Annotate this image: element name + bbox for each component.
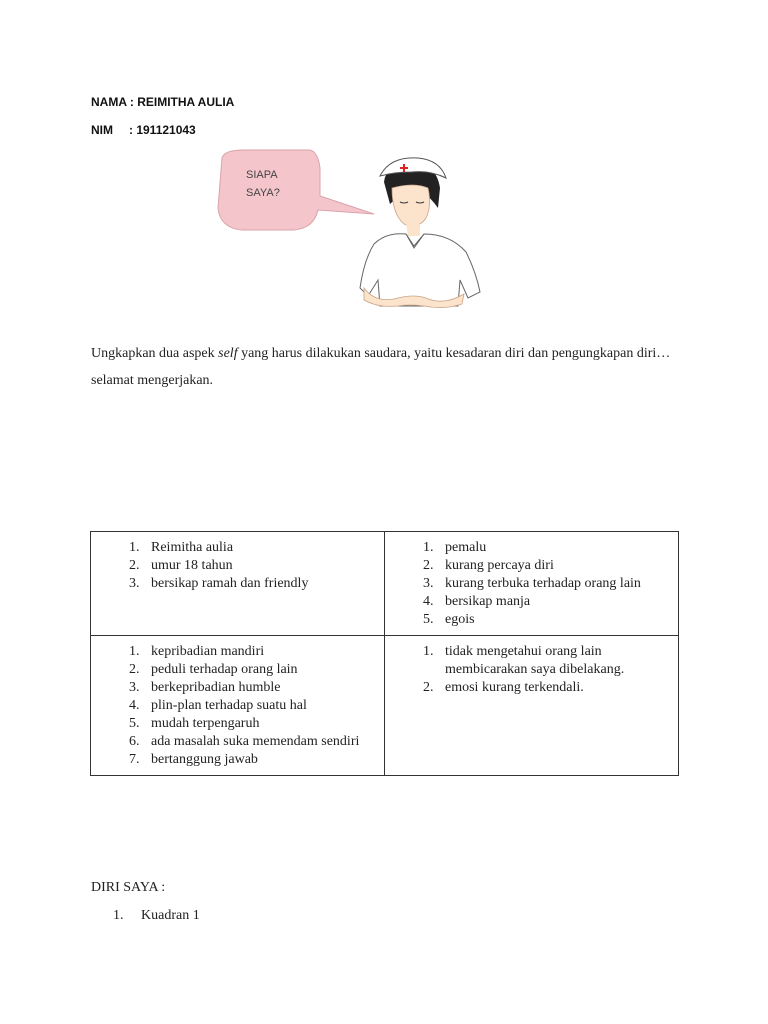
nurse-figure-icon (360, 158, 480, 308)
list-item (113, 908, 200, 924)
intro-text-1: Ungkapkan dua aspek (91, 346, 219, 361)
list-item: 1. tidak mengetahui orang lain membicarakan saya dibelakang. (437, 643, 670, 679)
list-item: 7. bertanggung jawab (143, 751, 376, 769)
nurse-speech-illustration (214, 148, 504, 308)
list-item: 3. berkepribadian humble (143, 679, 376, 697)
table-body (91, 532, 679, 776)
list-item: 4. plin-plan terhadap suatu hal (143, 697, 376, 715)
nim-label: NIM (91, 123, 113, 137)
table-row (91, 532, 679, 636)
table-row (91, 636, 679, 776)
student-nim-line (91, 123, 196, 137)
list-item: 2. peduli terhadap orang lain (143, 661, 376, 679)
list-item: 5. egois (437, 611, 670, 629)
table-cell (385, 532, 679, 636)
intro-self-word: self (218, 346, 238, 361)
bubble-text-2: SAYA? (246, 187, 280, 199)
cell-list (393, 643, 670, 697)
cell-list (99, 539, 376, 593)
list-item: 2. umur 18 tahun (143, 557, 376, 575)
nim-value: : 191121043 (129, 123, 196, 137)
list-item: 2. kurang percaya diri (437, 557, 670, 575)
list-item: 6. ada masalah suka memendam sendiri (143, 733, 376, 751)
list-item: 3. bersikap ramah dan friendly (143, 575, 376, 593)
bubble-text-1: SIAPA (246, 169, 278, 181)
intro-text-2: yang harus dilakukan saudara, yaitu kesadaran diri dan pengungkapan diri…selamat mengerjakan. (91, 346, 671, 388)
list-item: 4. bersikap manja (437, 593, 670, 611)
list-item: 2. emosi kurang terkendali. (437, 679, 670, 697)
diri-saya-list (113, 908, 200, 924)
table-cell (91, 532, 385, 636)
cell-list (393, 539, 670, 629)
list-item: 3. kurang terbuka terhadap orang lain (437, 575, 670, 593)
diri-saya-heading: DIRI SAYA : (91, 880, 166, 895)
list-item: 5. mudah terpengaruh (143, 715, 376, 733)
table-cell (385, 636, 679, 776)
list-item: 1. pemalu (437, 539, 670, 557)
self-aspect-table (90, 531, 679, 776)
table-cell (91, 636, 385, 776)
list-item: 1. Reimitha aulia (143, 539, 376, 557)
list-item: 1. kepribadian mandiri (143, 643, 376, 661)
cell-list (99, 643, 376, 769)
instruction-paragraph (91, 340, 691, 394)
list-number: 1. (113, 908, 124, 923)
list-text: Kuadran 1 (141, 908, 200, 923)
student-name-line: NAMA : REIMITHA AULIA (91, 95, 235, 109)
speech-bubble (218, 150, 374, 230)
